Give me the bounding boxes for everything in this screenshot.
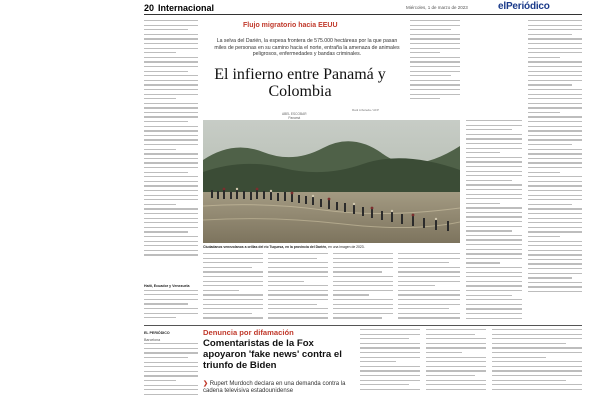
- second-story-left-col: [144, 329, 198, 399]
- subhead-arrow-icon: ❯: [203, 381, 209, 387]
- second-story-headline: Comentaristas de la Fox apoyaron 'fake news' contra el triunfo de Biden: [203, 338, 342, 371]
- lower-text-col-2: [268, 253, 328, 323]
- photo-caption: [203, 245, 460, 249]
- migrants-river-photo: [203, 120, 460, 243]
- lower-text-col-4: [398, 253, 460, 323]
- page-number: 20: [144, 3, 155, 13]
- date-line: Miércoles, 1 de marzo de 2023: [406, 5, 468, 10]
- right-lower-column-text: [466, 120, 522, 320]
- lower-text-col-1: [203, 253, 263, 323]
- second-story-col-2: [360, 329, 420, 399]
- header-rule: [144, 14, 582, 15]
- lower-text-col-3: [333, 253, 393, 323]
- second-story-subhead: [203, 381, 355, 395]
- caption-bold: Ciudadanos venezolanos a orillas del río Tuquesa, en la provincia del Darién,: [203, 245, 328, 249]
- story-headline: El infierno entre Panamá y Colombia: [214, 66, 386, 100]
- story-kicker: Flujo migratorio hacia EEUU: [243, 22, 338, 29]
- far-right-column-text: [528, 20, 582, 320]
- story-photo: [203, 120, 460, 243]
- second-story-col-4: [492, 329, 582, 399]
- photo-credit: Raúl Arboleda / AFP: [352, 108, 380, 112]
- second-story-col-3: [426, 329, 486, 399]
- byline-place: Panamá: [288, 116, 301, 120]
- story-summary: La selva del Darién, la espesa frontera de 575.000 hectáreas por la que pasan miles de personas en su camino hacia el norte, entraña la amenaza de animales peligrosos, enfermedades y bandas criminales.: [214, 38, 400, 58]
- right-column-text: [410, 20, 460, 106]
- newspaper-logo: elPeriódico: [498, 1, 550, 12]
- section-title: Internacional: [158, 3, 215, 13]
- second-story-source: EL PERIÓDICO: [144, 331, 170, 335]
- second-story-kicker: Denuncia por difamación: [203, 328, 294, 337]
- left-subhead-block: [144, 282, 198, 324]
- story-byline: [282, 112, 307, 120]
- second-story-place: Barcelona: [144, 337, 161, 342]
- caption-rest: en una imagen de 2023.: [328, 245, 365, 249]
- byline-name: ABEL ESCOBAR: [282, 112, 307, 116]
- section-divider: [144, 325, 582, 326]
- second-story-subhead-text: Rupert Murdoch declara en una demanda contra la cadena televisiva estadounidense: [203, 381, 346, 394]
- page-header: [0, 0, 591, 14]
- left-column-text: [144, 20, 198, 282]
- left-subhead: Haití, Ecuador y Venezuela: [144, 284, 190, 288]
